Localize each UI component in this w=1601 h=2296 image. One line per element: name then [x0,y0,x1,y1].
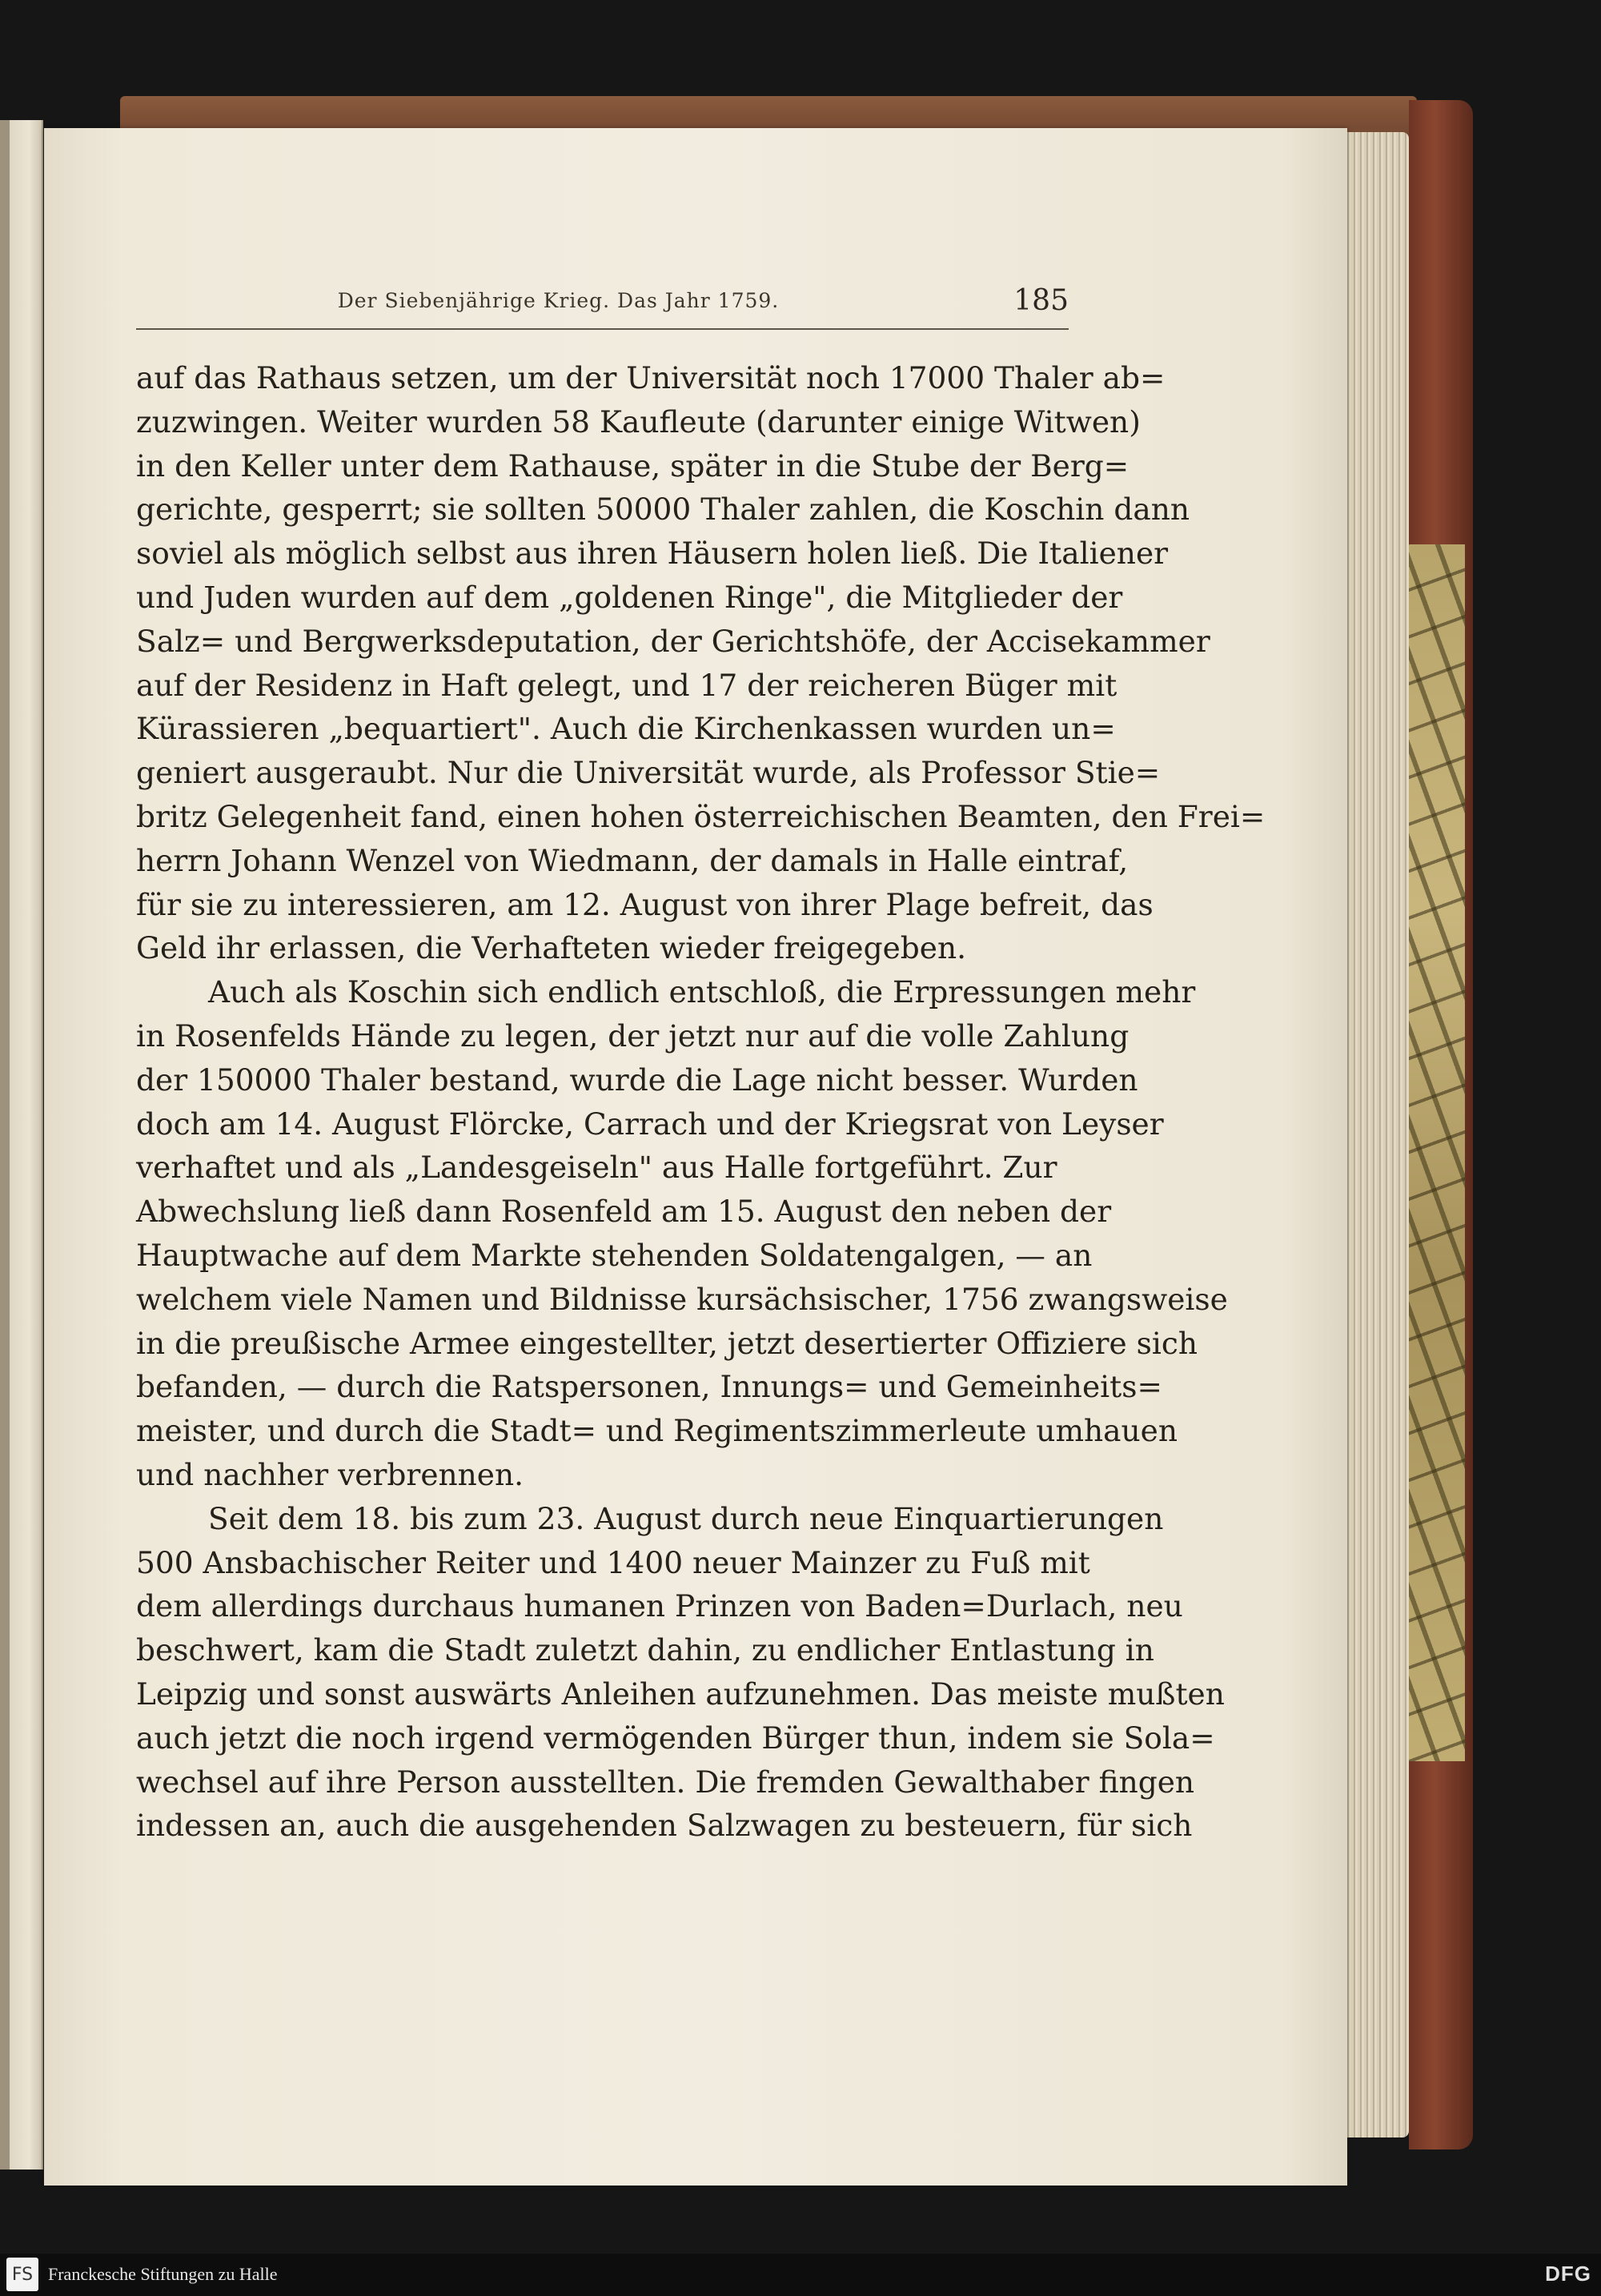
text-line: und Juden wurden auf dem „goldenen Ringe", die Mitglieder der [136,579,1123,615]
text-line: Geld ihr erlassen, die Verhafteten wieder freigegeben. [136,930,967,966]
header-rule [136,328,1069,330]
text-line: auf der Residenz in Haft gelegt, und 17 der reicheren Büger mit [136,667,1117,703]
text-line: indessen an, auch die ausgehenden Salzwagen zu besteuern, für sich [136,1808,1193,1844]
text-line: Seit dem 18. bis zum 23. August durch neue Einquartierungen [208,1500,1164,1536]
text-line: doch am 14. August Flörcke, Carrach und der Kriegsrat von Leyser [136,1106,1164,1142]
text-line: auch jetzt die noch irgend vermögenden Bürger thun, indem sie Sola= [136,1720,1215,1756]
text-line: befanden, — durch die Ratspersonen, Innungs= und Gemeinheits= [136,1369,1162,1405]
text-line: soviel als möglich selbst aus ihren Häusern holen ließ. Die Italiener [136,536,1169,572]
text-line: Abwechslung ließ dann Rosenfeld am 15. August den neben der [136,1194,1112,1230]
text-line: wechsel auf ihre Person ausstellten. Die fremden Gewalthaber fingen [136,1764,1195,1800]
text-line: geniert ausgeraubt. Nur die Universität wurde, als Professor Stie= [136,755,1161,791]
text-line: Salz= und Bergwerksdeputation, der Gerichtshöfe, der Accisekammer [136,623,1210,659]
text-line: Leipzig und sonst auswärts Anleihen aufzunehmen. Das meiste mußten [136,1676,1225,1712]
text-line: Kürassieren „bequartiert". Auch die Kirchenkassen wurden un= [136,711,1116,747]
running-head [136,284,1069,324]
text-line: zuzwingen. Weiter wurden 58 Kaufleute (darunter einige Witwen) [136,403,1141,440]
text-line: Auch als Koschin sich endlich entschloß, die Erpressungen mehr [208,974,1196,1010]
text-line: und nachher verbrennen. [136,1456,524,1492]
text-line: verhaftet und als „Landesgeiseln" aus Halle fortgeführt. Zur [136,1150,1057,1186]
text-line: meister, und durch die Stadt= und Regimentszimmerleute umhauen [136,1413,1178,1449]
left-page-gutter [0,120,10,2170]
marbled-endpaper [1401,544,1465,1761]
dfg-logo[interactable]: DFG [1545,2262,1591,2286]
text-line: in die preußische Armee eingestellter, jetzt desertierter Offiziere sich [136,1325,1198,1361]
text-line: welchem viele Namen und Bildnisse kursächsischer, 1756 zwangsweise [136,1281,1228,1317]
body-text [136,356,1266,1848]
text-line: britz Gelegenheit fand, einen hohen österreichischen Beamten, den Frei= [136,798,1266,834]
text-line: herrn Johann Wenzel von Wiedmann, der damals in Halle eintraf, [136,842,1129,878]
text-line: der 150000 Thaler bestand, wurde die Lage nicht besser. Wurden [136,1062,1138,1098]
text-line: in den Keller unter dem Rathause, später in die Stube der Berg= [136,448,1130,484]
text-line: für sie zu interessieren, am 12. August von ihrer Plage befreit, das [136,886,1154,922]
institution-name[interactable]: Franckesche Stiftungen zu Halle [48,2264,278,2284]
text-line: Hauptwache auf dem Markte stehenden Soldatengalgen, — an [136,1237,1093,1273]
text-line: in Rosenfelds Hände zu legen, der jetzt nur auf die volle Zahlung [136,1018,1130,1054]
text-line: auf das Rathaus setzen, um der Universität noch 17000 Thaler ab= [136,360,1166,395]
page-block-edge [1345,132,1409,2137]
text-line: 500 Ansbachischer Reiter und 1400 neuer Mainzer zu Fuß mit [136,1544,1090,1580]
text-line: beschwert, kam die Stadt zuletzt dahin, zu endlicher Entlastung in [136,1632,1154,1668]
text-line: dem allerdings durchaus humanen Prinzen von Baden=Durlach, neu [136,1588,1183,1624]
running-title: Der Siebenjährige Krieg. Das Jahr 1759. [337,289,780,312]
page-number: 185 [1013,284,1069,317]
institution-logo[interactable]: FS [6,2258,38,2291]
text-line: gerichte, gesperrt; sie sollten 50000 Thaler zahlen, die Koschin dann [136,492,1190,528]
